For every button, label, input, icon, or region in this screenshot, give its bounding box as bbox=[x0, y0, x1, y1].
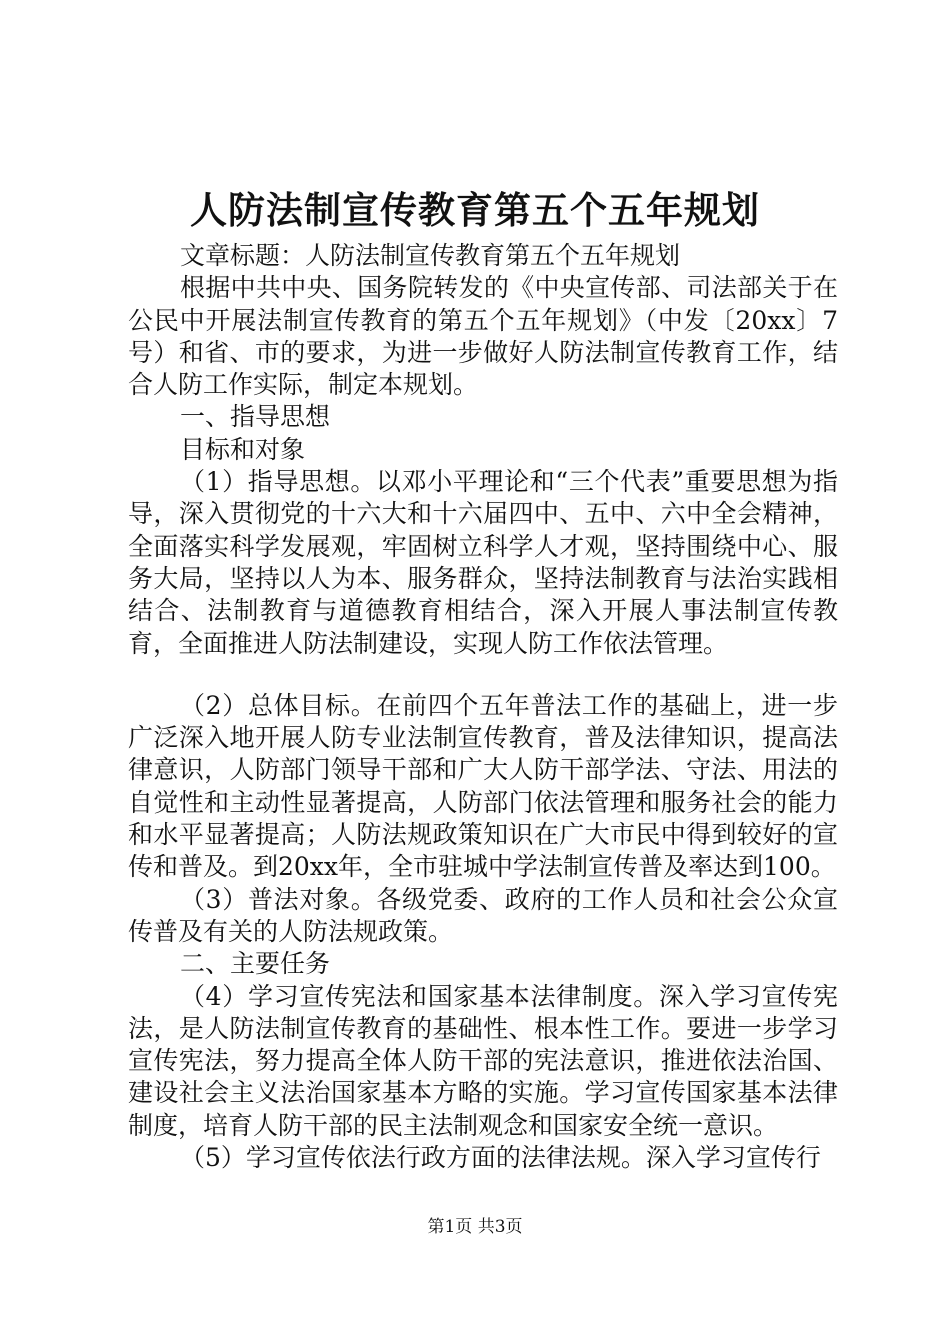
paragraph-overall-goal: （2）总体目标。在前四个五年普法工作的基础上，进一步广泛深入地开展人防专业法制宣传教育，普及法律知识，提高法律意识，人防部门领导干部和广大人防干部学法、守法、用法的自觉性和主动性显著提高，人防部门依法管理和服务社会的能力和水平显著提高；人防法规政策知识在广大市民中得到较好的宣传和普及。到20xx年，全市驻城中学法制宣传普及率达到100。 bbox=[128, 690, 838, 882]
document-title: 人防法制宣传教育第五个五年规划 bbox=[190, 188, 760, 232]
paragraph-spacer bbox=[128, 660, 838, 690]
paragraph-administration-law: （5）学习宣传依法行政方面的法律法规。深入学习宣传行 bbox=[180, 1143, 821, 1173]
paragraph-guiding-thought: （1）指导思想。以邓小平理论和“三个代表”重要思想为指导，深入贯彻党的十六大和十六届四中、五中、六中全会精神，全面落实科学发展观，牢固树立科学人才观，坚持围绕中心、服务大局，坚持以人为本、服务群众，坚持法制教育与法治实践相结合、法制教育与道德教育相结合，深入开展人事法制宣传教育，全面推进人防法制建设，实现人防工作依法管理。 bbox=[128, 467, 838, 658]
paragraph-constitution: （4）学习宣传宪法和国家基本法律制度。深入学习宣传宪法，是人防法制宣传教育的基础性、根本性工作。要进一步学习宣传宪法，努力提高全体人防干部的宪法意识，推进依法治国、建设社会主义法治国家基本方略的实施。学习宣传国家基本法律制度，培育人防干部的民主法制观念和国家安全统一意识。 bbox=[128, 981, 838, 1140]
subheading-goals-and-targets: 目标和对象 bbox=[180, 434, 306, 464]
document-body bbox=[128, 240, 838, 1174]
paragraph-audience: （3）普法对象。各级党委、政府的工作人员和社会公众宣传普及有关的人防法规政策。 bbox=[128, 884, 838, 946]
page-number-footer: 第1页 共3页 bbox=[427, 1217, 523, 1237]
section-heading-guiding-thought: 一、指导思想 bbox=[180, 402, 331, 432]
article-title-line: 文章标题：人防法制宣传教育第五个五年规划 bbox=[180, 241, 681, 270]
intro-paragraph: 根据中共中央、国务院转发的《中央宣传部、司法部关于在公民中开展法制宣传教育的第五个五年规划》（中发〔20xx〕7号）和省、市的要求，为进一步做好人防法制宣传教育工作，结合人防工作实际，制定本规划。 bbox=[128, 273, 838, 400]
section-heading-main-tasks: 二、主要任务 bbox=[180, 949, 331, 979]
